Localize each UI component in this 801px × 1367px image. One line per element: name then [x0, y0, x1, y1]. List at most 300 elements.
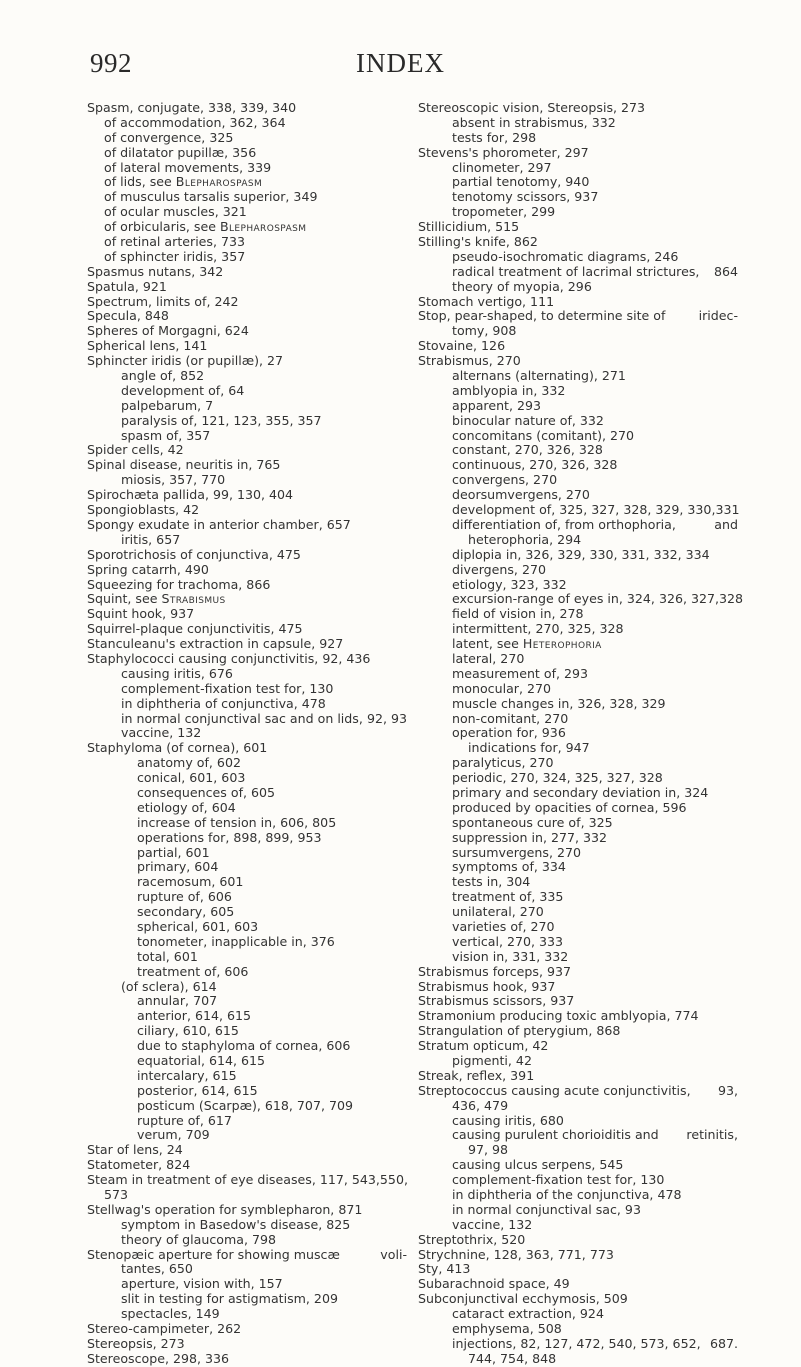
index-subentry: [418, 1352, 738, 1367]
entry-text: annular, 707: [137, 993, 218, 1009]
index-subentry: [87, 1114, 407, 1129]
entry-text: Stop, pear-shaped, to determine site of: [418, 308, 666, 324]
entry-text: Staphyloma (of cornea), 601: [87, 740, 268, 756]
entry-text: 573: [104, 1187, 129, 1203]
entry-text: Squeezing for trachoma, 866: [87, 576, 271, 592]
entry-text: measurement of, 293: [452, 665, 589, 681]
entry-text: slit in testing for astigmatism, 209: [121, 1291, 338, 1307]
entry-text: tomy, 908: [452, 323, 517, 339]
index-subentry: [418, 667, 738, 682]
entry-text: Specula, 848: [87, 308, 169, 324]
index-subentry: [418, 384, 738, 399]
index-subentry: [418, 414, 738, 429]
index-subentry: [418, 920, 738, 935]
entry-text: Steam in treatment of eye diseases, 117, 543,: [87, 1172, 380, 1188]
index-subentry: [418, 622, 738, 637]
entry-text: heterophoria, 294: [468, 531, 582, 547]
entry-text: absent in strabismus, 332: [452, 114, 616, 130]
entry-text: diplopia in, 326, 329, 330, 331, 332, 334: [452, 546, 710, 562]
entry-text: convergens, 270: [452, 472, 558, 488]
index-entry: [87, 324, 407, 339]
entry-text: tests for, 298: [452, 129, 537, 145]
index-subentry: [87, 1292, 407, 1307]
index-entry: [87, 1322, 407, 1337]
index-subentry: [418, 250, 738, 265]
entry-text: Strabismus forceps, 937: [418, 963, 572, 979]
entry-text: in normal conjunctival sac and on lids,: [121, 710, 363, 726]
index-subentry: [418, 652, 738, 667]
index-subentry: [418, 265, 738, 280]
entry-text-end: and: [714, 516, 738, 532]
index-entry: [418, 965, 738, 980]
index-subentry: [87, 905, 407, 920]
cross-reference: Blepharospasm: [175, 174, 263, 190]
index-subentry: [87, 667, 407, 682]
entry-text: due to staphyloma of cornea, 606: [137, 1038, 351, 1054]
entry-text-group: [104, 219, 306, 234]
entry-text: Stenopæic aperture for showing muscæ: [87, 1246, 340, 1262]
entry-text: non-comitant, 270: [452, 710, 569, 726]
page-number: 992: [90, 48, 132, 78]
index-subentry: [418, 1203, 738, 1218]
entry-text: tantes, 650: [121, 1261, 193, 1277]
index-subentry: [418, 1188, 738, 1203]
entry-text: symptom in Basedow's disease, 825: [121, 1216, 351, 1232]
entry-text: Spatula, 921: [87, 278, 167, 294]
index-entry: [418, 295, 738, 310]
entry-text: of ocular muscles, 321: [104, 204, 247, 220]
entry-text: Subconjunctival ecchymosis, 509: [418, 1291, 628, 1307]
entry-text: in diphtheria of conjunctiva, 478: [121, 695, 326, 711]
index-subentry: [418, 607, 738, 622]
index-subentry: [418, 875, 738, 890]
index-subentry: [418, 399, 738, 414]
index-subentry: [87, 384, 407, 399]
entry-text: unilateral, 270: [452, 904, 544, 920]
index-subentry: [418, 1173, 738, 1188]
entry-text: Stomach vertigo, 111: [418, 293, 555, 309]
entry-text: causing iritis, 676: [121, 665, 233, 681]
entry-text: aperture, vision with, 157: [121, 1276, 283, 1292]
entry-text: Stevens's phorometer, 297: [418, 144, 589, 160]
entry-text: secondary, 605: [137, 904, 235, 920]
entry-text: periodic, 270, 324, 325, 327, 328: [452, 770, 663, 786]
index-entry: [87, 488, 407, 503]
page-header: [0, 48, 801, 88]
entry-text: (of sclera), 614: [121, 978, 217, 994]
index-subentry: [418, 1128, 738, 1143]
entry-text: produced by opacities of cornea, 596: [452, 799, 687, 815]
entry-text: increase of tension in, 606, 805: [137, 814, 337, 830]
index-subentry: [87, 994, 407, 1009]
entry-text: monocular, 270: [452, 680, 552, 696]
entry-text: suppression in, 277, 332: [452, 829, 608, 845]
entry-text: vaccine, 132: [452, 1216, 533, 1232]
entry-text: Squirrel-plaque conjunctivitis, 475: [87, 621, 303, 637]
index-entry: [418, 101, 738, 116]
index-subentry: [418, 846, 738, 861]
index-subentry: [87, 116, 407, 131]
index-entry: [87, 592, 407, 607]
entry-text: vertical, 270, 333: [452, 933, 564, 949]
index-entry: [87, 518, 407, 533]
index-subentry: [87, 831, 407, 846]
cross-reference: Heterophoria: [522, 636, 602, 652]
entry-text: spectacles, 149: [121, 1306, 220, 1322]
index-subentry: [87, 533, 407, 548]
index-subentry: [418, 712, 738, 727]
index-subentry: [87, 131, 407, 146]
index-subentry: [418, 1099, 738, 1114]
index-subentry: [87, 1024, 407, 1039]
index-entry: [87, 578, 407, 593]
index-subentry: [87, 414, 407, 429]
index-entry: [87, 637, 407, 652]
entry-text: of sphincter iridis, 357: [104, 248, 246, 264]
index-subentry: [418, 578, 738, 593]
index-subentry: [418, 324, 738, 339]
entry-text: rupture of, 617: [137, 1112, 232, 1128]
index-entry: [87, 1248, 407, 1263]
entry-text: clinometer, 297: [452, 159, 552, 175]
index-subentry: [418, 458, 738, 473]
index-subentry: [87, 846, 407, 861]
index-subentry: [87, 369, 407, 384]
entry-text: ciliary, 610, 615: [137, 1023, 239, 1039]
entry-text: posticum (Scarpæ), 618, 707, 709: [137, 1097, 354, 1113]
entry-text: field of vision in, 278: [452, 606, 584, 622]
entry-text: Stereoscope, 298, 336: [87, 1350, 230, 1366]
entry-text: Strabismus, 270: [418, 353, 521, 369]
index-subentry: [87, 726, 407, 741]
index-subentry: [418, 369, 738, 384]
index-entry: [418, 1262, 738, 1277]
index-entry: [418, 1009, 738, 1024]
index-entry: [418, 1292, 738, 1307]
entry-text: causing ulcus serpens, 545: [452, 1157, 624, 1173]
entry-text: tenotomy scissors, 937: [452, 189, 599, 205]
entry-text: Strabismus scissors, 937: [418, 993, 575, 1009]
index-subentry: [418, 950, 738, 965]
entry-text: Spinal disease, neuritis in, 765: [87, 457, 281, 473]
index-subentry: [87, 1054, 407, 1069]
entry-text: tropometer, 299: [452, 204, 556, 220]
index-entry: [418, 1039, 738, 1054]
index-subentry: [418, 591, 744, 607]
index-entry: [87, 265, 407, 280]
index-entry: [418, 354, 738, 369]
index-subentry: [418, 563, 738, 578]
index-subentry: [87, 786, 407, 801]
entry-text-end: retinitis,: [686, 1127, 738, 1143]
index-entry: [87, 1173, 407, 1188]
entry-text: 436, 479: [452, 1097, 509, 1113]
entry-text: injections, 82, 127, 472, 540, 573, 652,: [452, 1335, 701, 1351]
index-entry: [87, 280, 407, 295]
entry-text: of lateral movements, 339: [104, 159, 272, 175]
index-entry: [87, 563, 407, 578]
entry-text: Squint hook, 937: [87, 606, 195, 622]
index-subentry: [87, 1084, 407, 1099]
index-entry: [87, 503, 407, 518]
entry-text: development of, 325, 327, 328, 329, 330,: [452, 502, 716, 518]
index-entry: [87, 309, 407, 324]
entry-text: verum, 709: [137, 1127, 210, 1143]
index-entry: [87, 339, 407, 354]
entry-text: partial tenotomy, 940: [452, 174, 590, 190]
entry-text: Stereoscopic vision, Stereopsis, 273: [418, 100, 646, 115]
index-subentry: [87, 965, 407, 980]
entry-text: Stovaine, 126: [418, 338, 506, 354]
entry-text: Streptococcus causing acute conjunctivitis,: [418, 1082, 691, 1098]
entry-text: causing iritis, 680: [452, 1112, 564, 1128]
index-column-right: [418, 100, 744, 1367]
index-subentry: [418, 756, 738, 771]
index-entry: [87, 354, 407, 369]
entry-text: treatment of, 606: [137, 963, 249, 979]
index-entry: [418, 1248, 738, 1263]
index-entry: [87, 1337, 407, 1352]
index-subentry: [87, 860, 407, 875]
cross-reference: Strabismus: [161, 591, 226, 607]
entry-text: consequences of, 605: [137, 784, 276, 800]
index-subentry: [87, 1262, 407, 1277]
index-subentry: [87, 190, 407, 205]
entry-text: Stellwag's operation for symblepharon, 871: [87, 1201, 363, 1217]
index-subentry: [87, 1307, 407, 1322]
entry-text: Stillicidium, 515: [418, 219, 520, 235]
entry-text: Stereopsis, 273: [87, 1335, 185, 1351]
entry-text: Strangulation of pterygium, 868: [418, 1023, 621, 1039]
entry-text: Spongioblasts, 42: [87, 502, 200, 518]
index-subentry: [87, 250, 407, 265]
index-subentry: [418, 637, 738, 652]
entry-text: Squint, see: [87, 591, 158, 607]
entry-text-end: iridec-: [698, 308, 738, 324]
index-subentry: [418, 682, 738, 697]
entry-text: Spasm, conjugate, 338, 339, 340: [87, 100, 297, 115]
index-subentry: [418, 1054, 738, 1069]
index-subentry: [87, 816, 407, 831]
index-subentry: [418, 1143, 738, 1158]
entry-text: Star of lens, 24: [87, 1142, 183, 1158]
index-subentry: [418, 443, 738, 458]
entry-text: pigmenti, 42: [452, 1053, 532, 1068]
entry-text: divergens, 270: [452, 561, 546, 577]
entry-text-end: 92, 93: [366, 710, 407, 726]
entry-text: etiology of, 604: [137, 799, 236, 815]
index-subentry: [87, 1218, 407, 1233]
entry-text: angle of, 852: [121, 368, 205, 384]
index-subentry: [87, 920, 407, 935]
entry-text-group: [104, 174, 262, 189]
index-subentry: [418, 190, 738, 205]
index-subentry: [418, 533, 738, 548]
index-subentry: [87, 473, 407, 488]
index-subentry: [87, 801, 407, 816]
entry-text: intercalary, 615: [137, 1067, 237, 1083]
entry-text: operations for, 898, 899, 953: [137, 829, 322, 845]
entry-text: rupture of, 606: [137, 889, 232, 905]
index-subentry: [418, 131, 738, 146]
index-subentry: [87, 1099, 407, 1114]
entry-text: of musculus tarsalis superior, 349: [104, 189, 318, 205]
entry-text-group: [87, 591, 226, 606]
entry-text: miosis, 357, 770: [121, 472, 226, 488]
entry-text: Spirochæta pallida, 99, 130, 404: [87, 487, 294, 503]
entry-text: binocular nature of, 332: [452, 412, 604, 428]
index-subentry: [87, 1039, 407, 1054]
entry-text: Spider cells, 42: [87, 442, 184, 458]
index-entry: [418, 1277, 738, 1292]
entry-text-end: 864: [713, 263, 738, 279]
index-entry: [418, 994, 738, 1009]
entry-text: anatomy of, 602: [137, 755, 241, 771]
index-subentry: [418, 697, 738, 712]
page-title: INDEX: [356, 48, 445, 78]
entry-text: of orbicularis, see: [104, 219, 216, 235]
entry-text: apparent, 293: [452, 397, 542, 413]
entry-text: symptoms of, 334: [452, 859, 566, 875]
entry-text: radical treatment of lacrimal strictures,: [452, 263, 700, 279]
index-subentry: [418, 890, 738, 905]
index-subentry: [418, 860, 738, 875]
entry-text-end: 331: [715, 502, 740, 518]
index-subentry: [418, 488, 738, 503]
entry-text: conical, 601, 603: [137, 770, 246, 786]
entry-text: racemosum, 601: [137, 874, 244, 890]
index-subentry: [418, 771, 738, 786]
index-subentry: [418, 801, 738, 816]
entry-text: spasm of, 357: [121, 427, 211, 443]
entry-text: primary, 604: [137, 859, 219, 875]
entry-text: Stramonium producing toxic amblyopia, 774: [418, 1008, 699, 1024]
entry-text: Stereo-campimeter, 262: [87, 1321, 242, 1337]
entry-text: continuous, 270, 326, 328: [452, 457, 618, 473]
entry-text: of accommodation, 362, 364: [104, 114, 286, 130]
entry-text: spontaneous cure of, 325: [452, 814, 613, 830]
entry-text: in normal conjunctival sac, 93: [452, 1201, 641, 1217]
index-entry: [87, 622, 407, 637]
index-subentry: [418, 518, 738, 533]
entry-text: Stratum opticum, 42: [418, 1038, 549, 1054]
entry-text: alternans (alternating), 271: [452, 368, 626, 384]
entry-text: equatorial, 614, 615: [137, 1053, 266, 1068]
index-entry: [418, 146, 738, 161]
entry-text: Spasmus nutans, 342: [87, 263, 224, 279]
entry-text: etiology, 323, 332: [452, 576, 567, 592]
index-subentry: [87, 399, 407, 414]
entry-text: emphysema, 508: [452, 1321, 562, 1337]
index-entry: [87, 1143, 407, 1158]
index-subentry: [87, 980, 407, 995]
index-entry: [418, 1024, 738, 1039]
index-subentry: [418, 1218, 738, 1233]
entry-text: Streak, reflex, 391: [418, 1067, 535, 1083]
entry-text: pseudo-isochromatic diagrams, 246: [452, 248, 679, 264]
entry-text: Spheres of Morgagni, 624: [87, 323, 249, 339]
cross-reference: Blepharospasm: [219, 219, 307, 235]
entry-text: treatment of, 335: [452, 889, 564, 905]
entry-text: posterior, 614, 615: [137, 1082, 258, 1098]
entry-text: vaccine, 132: [121, 725, 202, 741]
entry-text: Staphylococci causing conjunctivitis, 92, 436: [87, 650, 371, 666]
index-subentry: [418, 831, 738, 846]
index-subentry: [418, 1307, 738, 1322]
index-subentry: [418, 429, 738, 444]
entry-text: of dilatator pupillæ, 356: [104, 144, 257, 160]
entry-text: latent, see: [452, 636, 519, 652]
entry-text: Stanculeanu's extraction in capsule, 927: [87, 636, 344, 652]
index-subentry: [87, 771, 407, 786]
index-entry: [87, 548, 407, 563]
entry-text: anterior, 614, 615: [137, 1008, 252, 1024]
entry-text: of lids, see: [104, 174, 172, 190]
entry-text: Spongy exudate in anterior chamber, 657: [87, 516, 351, 532]
entry-text: theory of glaucoma, 798: [121, 1231, 276, 1247]
entry-text: excursion-range of eyes in, 324, 326, 327,: [452, 591, 720, 607]
entry-text: of convergence, 325: [104, 129, 234, 145]
index-subentry: [418, 548, 738, 563]
index-entry: [87, 458, 407, 473]
entry-text: Stilling's knife, 862: [418, 234, 538, 250]
entry-text: complement-fixation test for, 130: [452, 1172, 665, 1188]
index-subentry: [418, 161, 738, 176]
index-subentry: [87, 429, 407, 444]
entry-text: primary and secondary deviation in, 324: [452, 784, 709, 800]
index-subentry: [418, 473, 738, 488]
entry-text: tonometer, inapplicable in, 376: [137, 933, 335, 949]
index-subentry: [418, 1322, 738, 1337]
index-subentry: [87, 235, 407, 250]
index-subentry: [418, 935, 738, 950]
index-subentry: [87, 875, 407, 890]
entry-text-end: 550,: [379, 1172, 408, 1188]
index-subentry: [87, 1009, 407, 1024]
index-subentry: [87, 890, 407, 905]
entry-text: intermittent, 270, 325, 328: [452, 621, 624, 637]
entry-text: 97, 98: [468, 1142, 509, 1158]
entry-text: varieties of, 270: [452, 918, 555, 934]
entry-text: Strychnine, 128, 363, 771, 773: [418, 1246, 614, 1262]
entry-text: Streptothrix, 520: [418, 1231, 526, 1247]
index-entry: [87, 607, 407, 622]
entry-text: Subarachnoid space, 49: [418, 1276, 570, 1292]
entry-text: amblyopia in, 332: [452, 382, 566, 398]
entry-text: lateral, 270: [452, 650, 525, 666]
entry-text: palpebarum, 7: [121, 397, 214, 413]
entry-text-end: 93,: [717, 1082, 738, 1098]
index-subentry: [87, 205, 407, 220]
index-subentry: [87, 712, 407, 727]
index-subentry: [418, 726, 738, 741]
index-subentry: [87, 697, 407, 712]
index-subentry: [418, 786, 738, 801]
index-subentry: [418, 205, 738, 220]
entry-text: vision in, 331, 332: [452, 948, 569, 964]
index-subentry: [418, 175, 738, 190]
entry-text: Sty, 413: [418, 1261, 471, 1277]
index-entry: [87, 1158, 407, 1173]
index-entry: [418, 235, 738, 250]
index-column-left: [87, 101, 407, 1367]
entry-text: theory of myopia, 296: [452, 278, 592, 294]
index-entry: [87, 652, 407, 667]
entry-text: Statometer, 824: [87, 1157, 191, 1173]
entry-text: tests in, 304: [452, 874, 531, 890]
entry-text: Spherical lens, 141: [87, 338, 208, 354]
index-subentry: [418, 741, 738, 756]
